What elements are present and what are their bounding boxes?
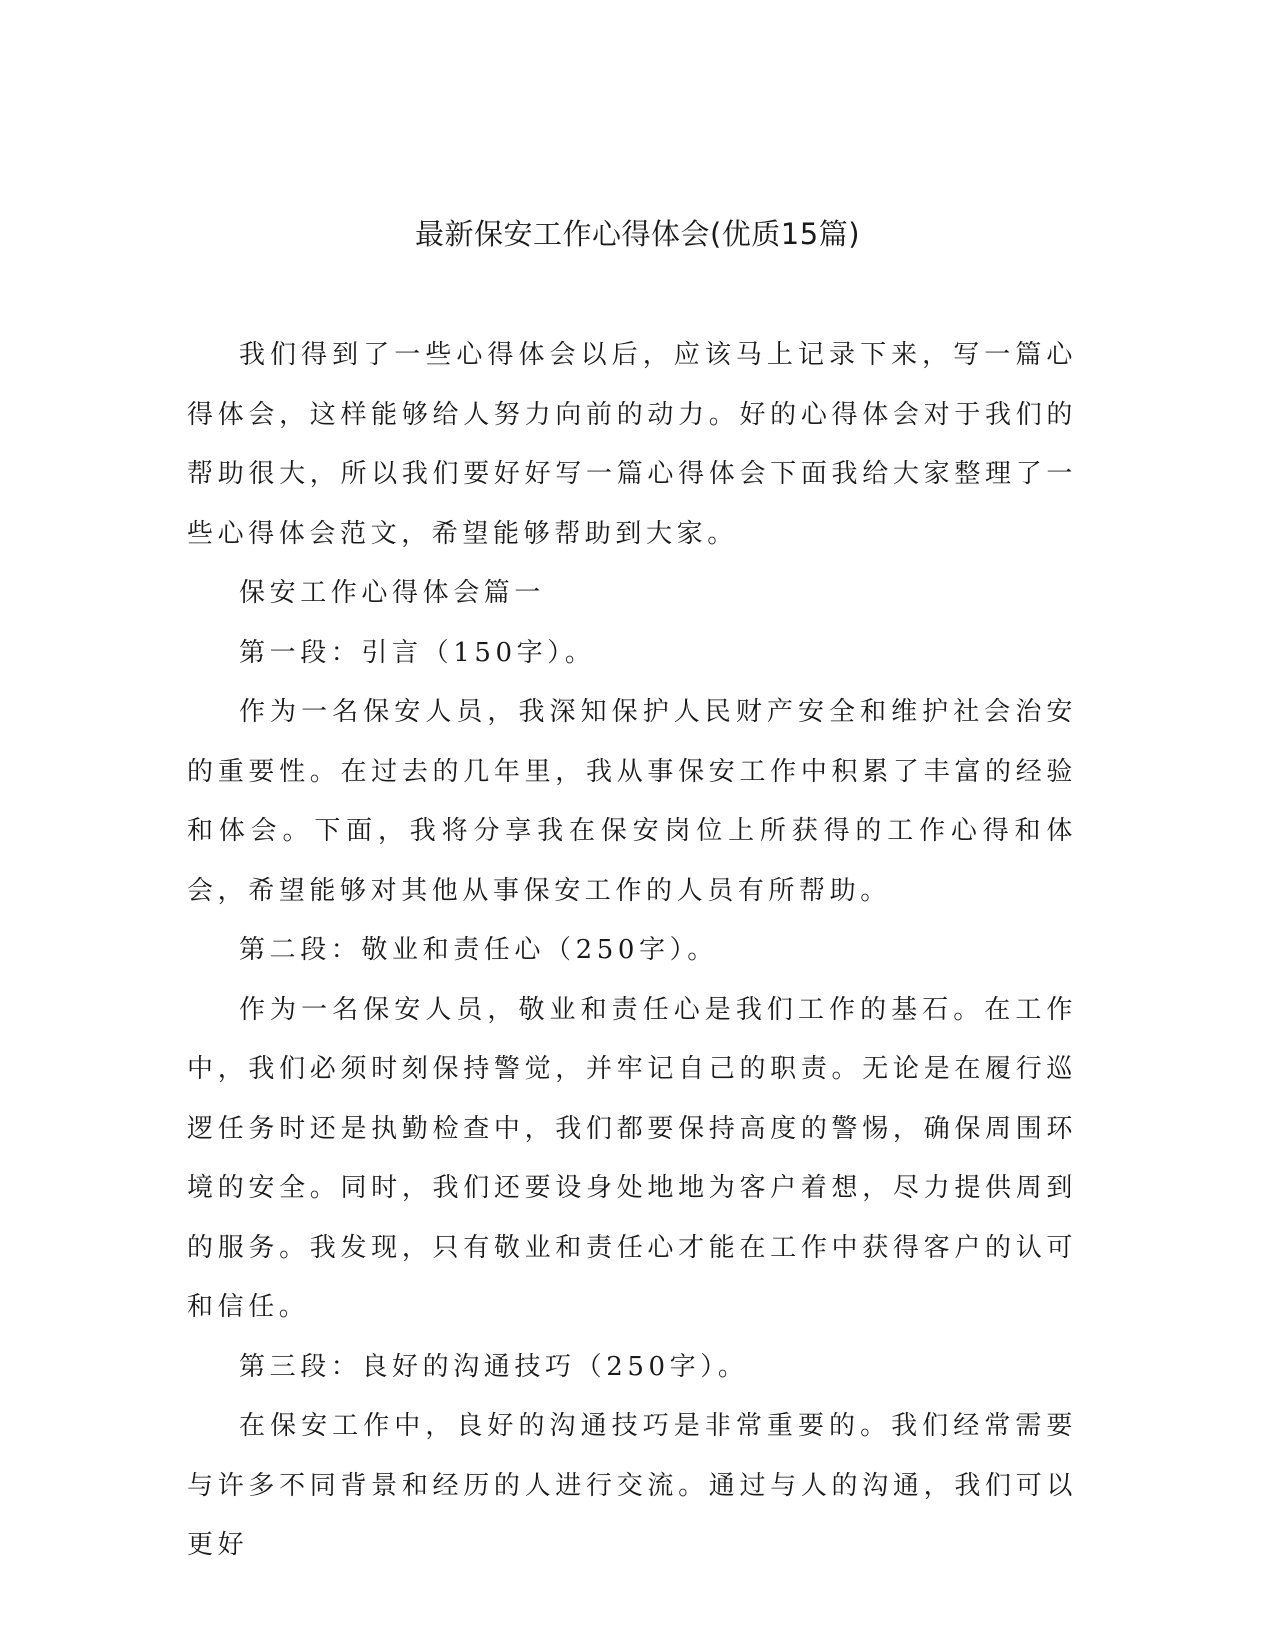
- subheading-third-section: 第三段：良好的沟通技巧（250字）。: [239, 1351, 749, 1382]
- section-heading-part-one: 保安工作心得体会篇一: [239, 578, 546, 608]
- paragraph-second-section: 作为一名保安人员，敬业和责任心是我们工作的基石。在工作中，我们必须时刻保持警觉，并牢记自己的职责。无论是在履行巡逻任务时还是执勤检查中，我们都要保持高度的警惕，确保周围环境的安全。同时，我们还要设身处地地为客户着想，尽力提供周到的服务。我发现，只有敬业和责任心才能在工作中获得客户的认可和信任。: [187, 994, 1077, 1322]
- subheading-second-section: 第二段：敬业和责任心（250字）。: [239, 935, 718, 965]
- document-title: 最新保安工作心得体会(优质15篇): [414, 217, 861, 251]
- document-body: [187, 326, 1077, 1576]
- subheading-first-section: 第一段：引言（150字）。: [239, 637, 596, 668]
- paragraph-intro: 我们得到了一些心得体会以后，应该马上记录下来，写一篇心得体会，这样能够给人努力向前的动力。好的心得体会对于我们的帮助很大，所以我们要好好写一篇心得体会下面我给大家整理了一些心得体会范文，希望能够帮助到大家。: [187, 340, 1077, 549]
- paragraph-third-section: 在保安工作中，良好的沟通技巧是非常重要的。我们经常需要与许多不同背景和经历的人进行交流。通过与人的沟通，我们可以更好: [187, 1411, 1077, 1560]
- paragraph-first-section: 作为一名保安人员，我深知保护人民财产安全和维护社会治安的重要性。在过去的几年里，我从事保安工作中积累了丰富的经验和体会。下面，我将分享我在保安岗位上所获得的工作心得和体会，希望能够对其他从事保安工作的人员有所帮助。: [187, 697, 1077, 906]
